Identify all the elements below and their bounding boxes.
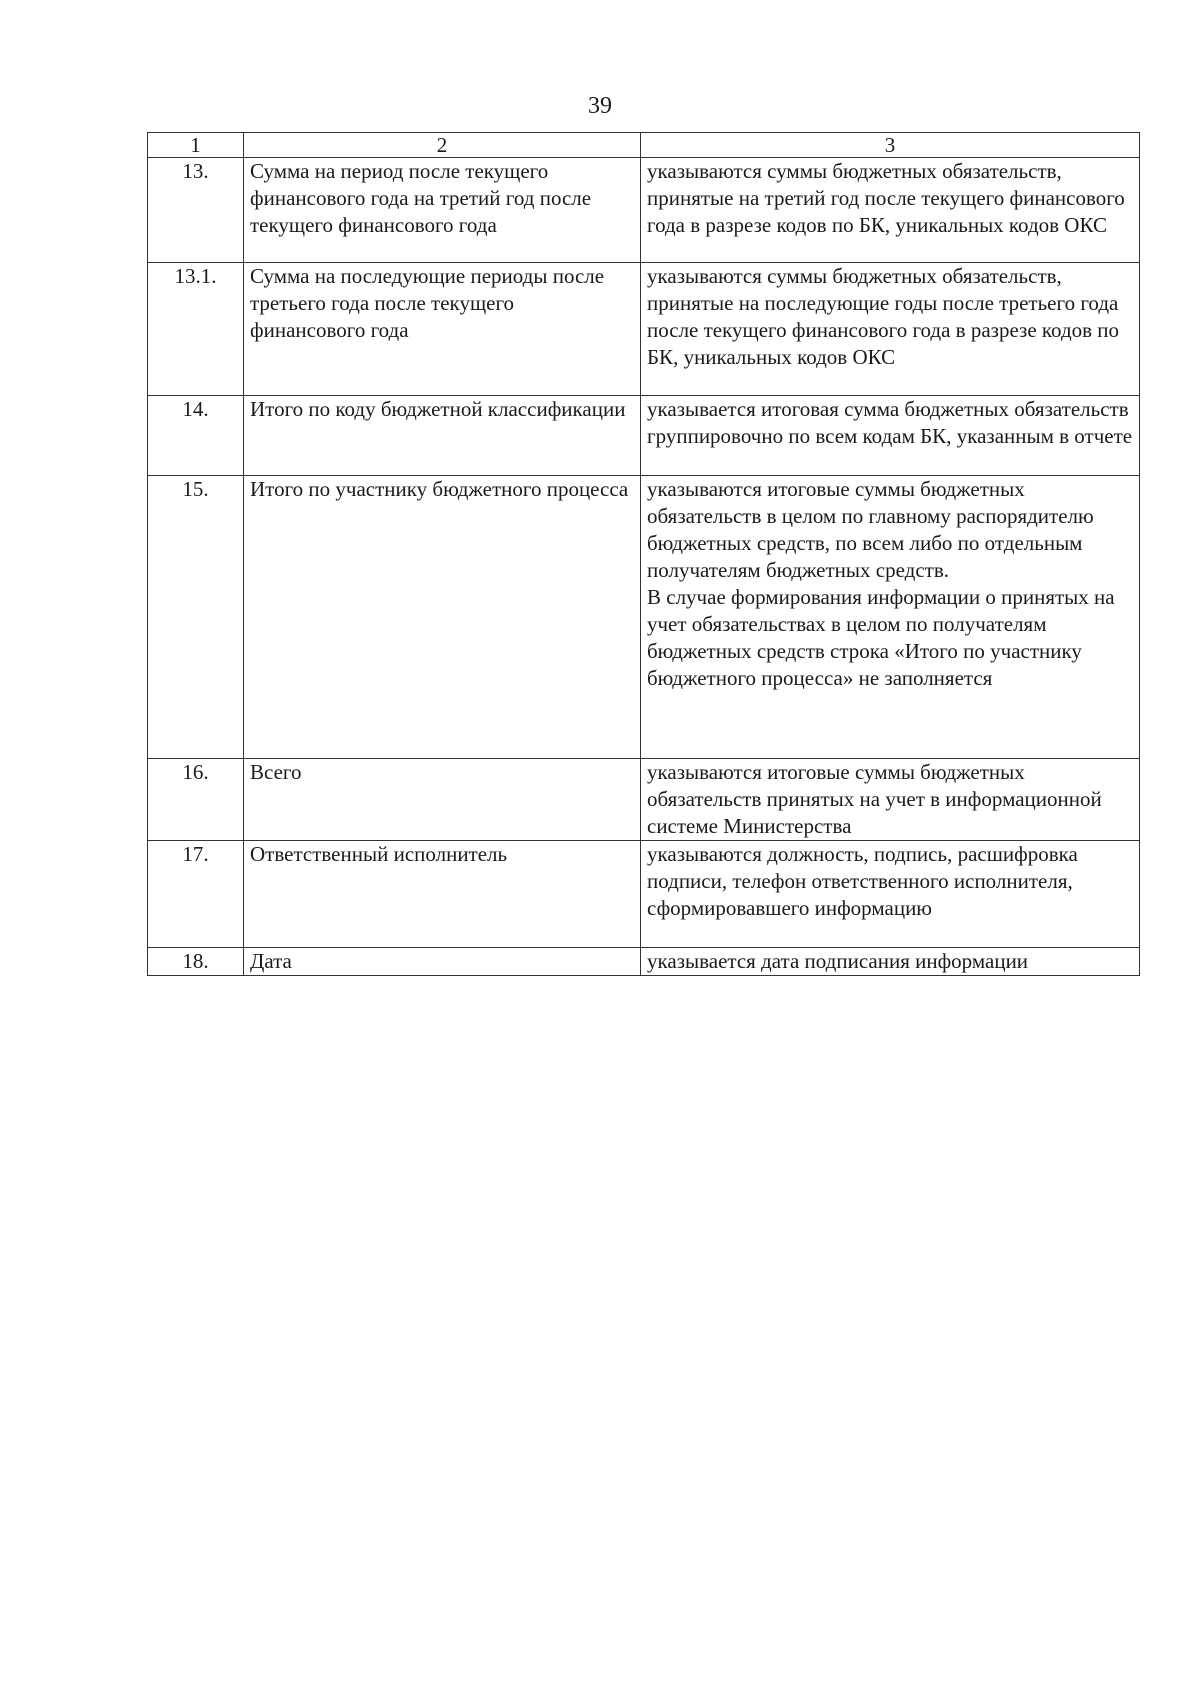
table-row (148, 948, 1140, 976)
description-paragraph: указывается дата подписания информации (647, 949, 1029, 973)
description-paragraph: указываются итоговые суммы бюджетных обязательств в целом по главному распорядителю бюджетных средств, по всем либо по отдельным получателям бюджетных средств. (647, 477, 1094, 582)
description-paragraph: указывается итоговая сумма бюджетных обязательств группировочно по всем кодам БК, указанным в отчете (647, 397, 1133, 448)
row-description (641, 759, 1140, 841)
row-description (641, 841, 1140, 948)
row-description (641, 476, 1140, 759)
row-number: 13. (148, 158, 244, 263)
table-header-row (148, 133, 1140, 158)
table-row (148, 396, 1140, 476)
row-number: 13.1. (148, 263, 244, 396)
table-row (148, 841, 1140, 948)
table-row (148, 158, 1140, 263)
table-row (148, 263, 1140, 396)
row-number: 16. (148, 759, 244, 841)
description-paragraph: указываются итоговые суммы бюджетных обязательств принятых на учет в информационной системе Министерства (647, 760, 1102, 838)
row-description (641, 948, 1140, 976)
description-paragraph: указываются суммы бюджетных обязательств, принятые на третий год после текущего финансового года в разрезе кодов по БК, уникальных кодов ОКС (647, 159, 1125, 237)
row-description (641, 158, 1140, 263)
row-description (641, 263, 1140, 396)
row-name: Дата (244, 948, 641, 976)
description-paragraph: В случае формирования информации о принятых на учет обязательствах в целом по получателям бюджетных средств строка «Итого по участнику бюджетного процесса» не заполняется (647, 585, 1115, 690)
column-header-3: 3 (641, 133, 1140, 158)
row-number: 14. (148, 396, 244, 476)
row-name: Итого по участнику бюджетного процесса (244, 476, 641, 759)
row-name: Ответственный исполнитель (244, 841, 641, 948)
row-number: 17. (148, 841, 244, 948)
table-row (148, 759, 1140, 841)
description-paragraph: указываются должность, подпись, расшифровка подписи, телефон ответственного исполнителя, сформировавшего информацию (647, 842, 1078, 920)
description-paragraph: указываются суммы бюджетных обязательств, принятые на последующие годы после третьего года после текущего финансового года в разрезе кодов по БК, уникальных кодов ОКС (647, 264, 1120, 369)
page-number: 39 (588, 93, 612, 119)
row-number: 18. (148, 948, 244, 976)
row-name: Сумма на последующие периоды после третьего года после текущего финансового года (244, 263, 641, 396)
definitions-table (147, 132, 1140, 976)
row-name: Сумма на период после текущего финансового года на третий год после текущего финансового года (244, 158, 641, 263)
table-row (148, 476, 1140, 759)
row-name: Итого по коду бюджетной классификации (244, 396, 641, 476)
row-description (641, 396, 1140, 476)
column-header-2: 2 (244, 133, 641, 158)
column-header-1: 1 (148, 133, 244, 158)
row-name: Всего (244, 759, 641, 841)
row-number: 15. (148, 476, 244, 759)
